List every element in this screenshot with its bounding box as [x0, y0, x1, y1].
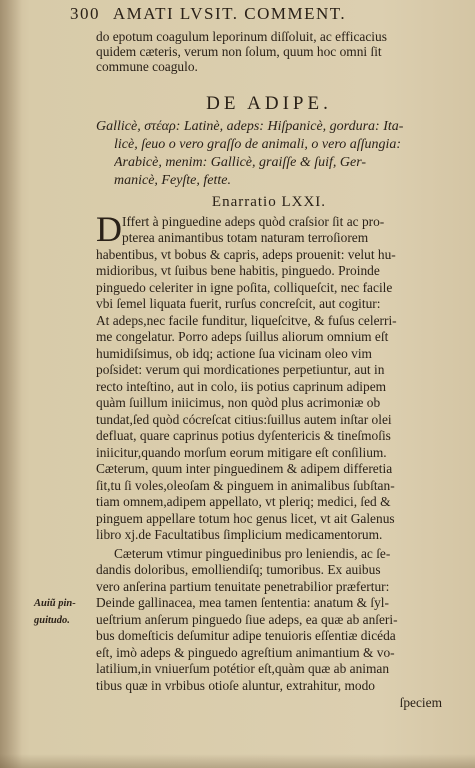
text-line: pterea animantibus totam naturam terroſiorem: [122, 230, 369, 245]
text-line: tibus quæ in vrbibus otioſe aluntur, extrahitur, modo: [96, 678, 375, 693]
text-line: Cæterum vtimur pinguedinibus pro leniendis, ac ſe-: [114, 546, 391, 561]
names-line: licè, ſeuo o vero graſſo de animali, o vero aſſungia:: [114, 137, 402, 152]
text-line: midioribus, vt ſuibus bene habitis, pinguedo. Proinde: [96, 263, 380, 278]
text-line: habentibus, vt bobus & capris, adeps prouenit: velut hu-: [96, 247, 396, 262]
text-line: bus domeſticis deſumitur adipe tenuioris eſſentiæ dicéda: [96, 628, 396, 643]
margin-note: [34, 597, 94, 627]
text-line: eſt, imò adeps & pinguedo agreſtium animantium & vo-: [96, 645, 395, 660]
text-line: ueſtrium anſerum pinguedo ſiue adeps, ea quæ ab anſeri-: [96, 612, 398, 627]
page-number: 300: [70, 4, 100, 23]
text-line: humidiſsimus, ob idq; actione ſua vicinam oleo vim: [96, 346, 372, 361]
drop-cap: D: [96, 209, 122, 249]
text-line: vero anſerina partium tenuitate penetrabilior præfertur:: [96, 579, 390, 594]
page-bottom-edge: [0, 754, 475, 768]
text-line: pinguedo celeriter in igne poſita, colliqueſcit, nec facile: [96, 280, 393, 295]
text-line: ſit,tu ſi voles,oleoſam & pinguem in animalibus ſubſtan-: [96, 478, 395, 493]
text-line: recto inteſtino, aut in colo, iis potius caprinum adipem: [96, 379, 387, 394]
text-line: pinguem appellare totum hoc genus licet, vt ait Galenus: [96, 511, 395, 526]
text-line: vbi ſemel liquata fuerit, rurſus concreſcit, aut cogitur:: [96, 296, 381, 311]
names-line: Gallicè, στέαρ: Latinè, adeps: Hiſpanicè, gordura: Ita-: [96, 119, 404, 134]
text-line: iniicitur,quando morſum eorum mitigare eſt conſilium.: [96, 445, 387, 460]
text-line: commune coagulo.: [96, 59, 198, 74]
text-line: tundat,ſed quòd cócreſcat citius:ſuillus autem inſtar olei: [96, 412, 392, 427]
text-line: dandis doloribus, emolliendiſq; tumoribus. Ex auibus: [96, 562, 381, 577]
gutter-shadow: [0, 0, 22, 768]
text-line: quàm ſuillum iniicimus, non quòd plus acrimoniæ ob: [96, 395, 381, 410]
text-line: At adeps,nec facile funditur, liqueſcitve, & fuſus celerri-: [96, 313, 397, 328]
text-line: quidem cæteris, verum non ſolum, quum hoc omni ſit: [96, 44, 382, 59]
text-line: Cæterum, quum inter pinguedinem & adipem differetia: [96, 461, 393, 476]
text-line: poſsidet: verum qui mordicationes perpetiuntur, aut in: [96, 362, 385, 377]
text-line: libro xj.de Facultatibus ſimplicium medicamentorum.: [96, 527, 383, 542]
text-line: do epotum coagulum leporinum diſſoluit, ac efficacius: [96, 29, 387, 44]
text-line: tiam omnem,adipem appellato, vt pleriq; medici, ſed &: [96, 494, 391, 509]
section-heading: DE ADIPE.: [206, 93, 332, 114]
running-title: AMATI LVSIT. COMMENT.: [112, 4, 347, 23]
text-line: defluat, quare caprinus potius dyſentericis & tineſmoſis: [96, 428, 391, 443]
text-line: Deinde gallinacea, mea tamen ſententia: anatum & ſyl-: [96, 595, 389, 610]
names-line: manicè, Feyſte, fette.: [114, 173, 231, 188]
text-line: latilium,in vniuerſum potétior eſt,quàm quæ ab animan: [96, 661, 390, 676]
catchword: ſpeciem: [399, 695, 442, 710]
enarratio-heading: Enarratio LXXI.: [211, 194, 327, 210]
margin-note-line: Auiũ pin-: [34, 598, 76, 609]
margin-note-line: guitudo.: [34, 615, 70, 626]
text-line: me congelatur. Porro adeps ſuillus aliorum omnium eſt: [96, 329, 389, 344]
names-line: Arabicè, menim: Gallicè, graiſſe & ſuif, Ger-: [114, 155, 367, 170]
text-line: Iffert à pinguedine adeps quòd craſsior ſit ac pro-: [122, 214, 385, 229]
running-header: [70, 4, 450, 24]
